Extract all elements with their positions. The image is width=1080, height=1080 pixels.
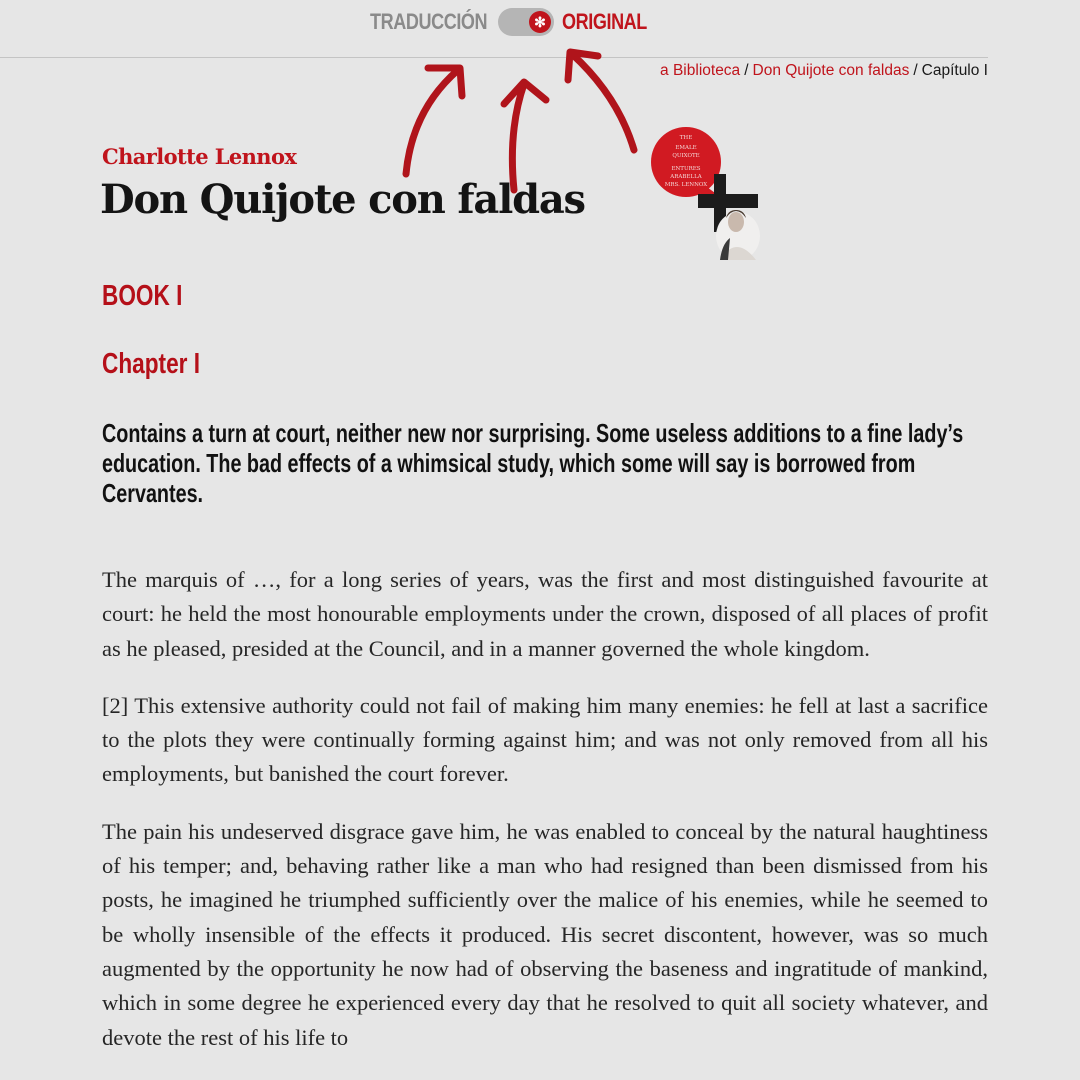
breadcrumb-separator: / [744, 62, 749, 79]
book-logo-icon [648, 126, 763, 261]
paragraph: The pain his undeserved disgrace gave him, he was enabled to conceal by the natural haughtiness of his temper; and, behaving rather like a man who had resigned than been dismissed from his posts, he imagined he triumphed sufficiently over the malice of his enemies, while he seemed to be wholly insensible of the effects it produced. His secret discontent, however, was so much augmented by the opportunity he now had of observing the baseness and ingratitude of mankind, which in some degree he experienced every day that he resolved to quit all society whatever, and devote the rest of his life to [102, 818, 988, 1050]
arrow-to-original [572, 54, 634, 150]
logo-line: ARABELLA [670, 174, 702, 180]
paragraph: [2] This extensive authority could not fail of making him many enemies: he fell at last a sacrifice to the plots they were continually forming against him; and was not only removed from all his employments, but banished the court forever. [102, 692, 988, 787]
arrow-to-translation [406, 70, 458, 174]
paragraph: The marquis of …, for a long series of years, was the first and most distinguished favourite at court: he held the most honourable employments under the crown, disposed of all places of profit as he pleased, presided at the Council, and in a manner governed the whole kingdom. [102, 567, 988, 661]
book-heading [102, 280, 205, 313]
breadcrumb-separator: / [913, 62, 918, 79]
top-bar [0, 0, 988, 58]
language-switch[interactable] [498, 8, 554, 36]
translation-toggle-label[interactable]: TRADUCCIÓN [370, 9, 488, 34]
chapter-body [102, 563, 988, 1078]
chapter-summary: Contains a turn at court, neither new nor surprising. Some useless additions to a fine lady’s education. The bad effects of a whimsical study, which some will say is borrowed from Cervantes. [102, 418, 964, 508]
breadcrumb [660, 62, 988, 80]
author-link[interactable]: Charlotte Lennox [102, 144, 297, 169]
breadcrumb-book[interactable]: Don Quijote con faldas [752, 62, 910, 79]
original-toggle-label[interactable]: ORIGINAL [562, 9, 647, 34]
logo-line: ENTURES [671, 166, 701, 172]
book-title: Don Quijote con faldas [100, 176, 585, 223]
logo-line: THE [679, 135, 693, 141]
arrow-to-switch-head [504, 82, 546, 104]
chapter-heading [102, 348, 228, 381]
asterisk-icon: ✻ [529, 11, 551, 33]
language-toggle [370, 7, 666, 37]
logo-line: EMALE [675, 145, 697, 151]
breadcrumb-library[interactable]: a Biblioteca [660, 62, 741, 79]
chapter-heading-text: Chapter I [102, 348, 201, 380]
arrow-to-switch [512, 84, 524, 190]
book-heading-text: BOOK I [102, 280, 183, 312]
logo-line: QUIXOTE [672, 153, 700, 159]
arrow-to-translation-head [428, 68, 462, 96]
logo-line: MRS. LENNOX [664, 182, 708, 188]
breadcrumb-current: Capítulo I [921, 62, 988, 79]
